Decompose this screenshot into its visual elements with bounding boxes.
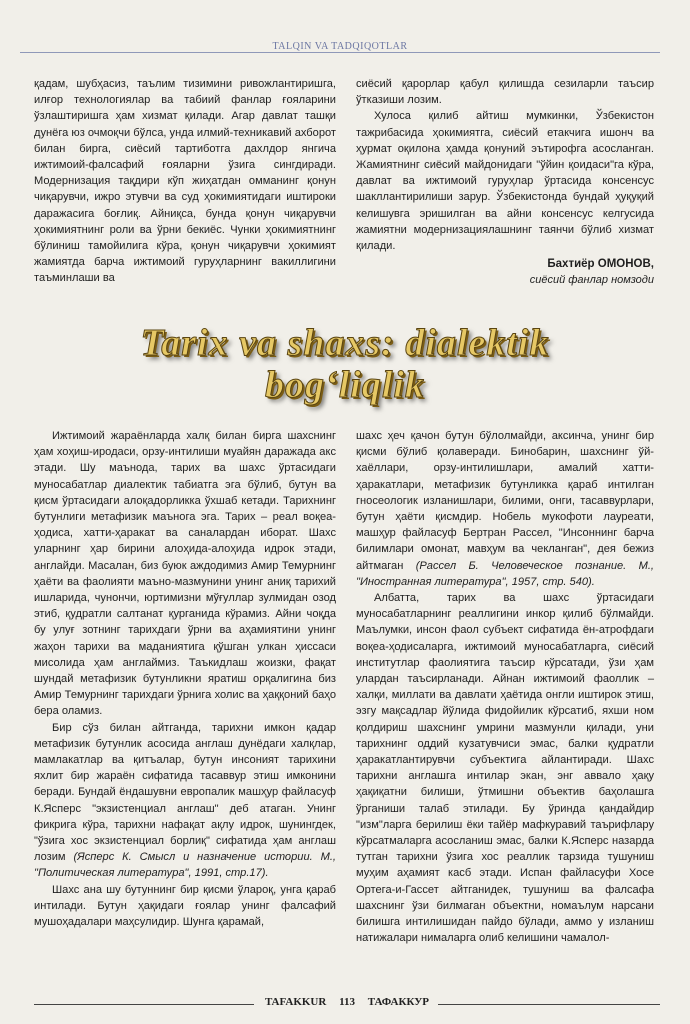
paragraph: қадам, шубҳасиз, таълим тизимини ривожлантиришга, илғор технологиялар ва табиий фанлар ғояларини ўзлаштиришга ҳам хизмат қилади. Агар давлат ташқи дунёга юз очмоқчи бўлса, унда илмий-техникавий ахборот билан бирга, сиёсий тартиботга дахлдор янгича ижтимоий-фалсафий ғояларни ўзига сингдиради. Модернизация тақдири кўп жиҳатдан омманинг қонун чиқарувчи, ижро этувчи ва суд ҳокимиятидаги иштироки даражасига боғлиқ. Айниқса, бунда қонун чиқарувчи ҳокимиятнинг роли ва ўрни бекиёс. Чунки ҳокимиятнинг бўлиниш тамойилига кўра, қонун чиқарувчи ҳокимият жамиятда барча ижтимоий гуруҳларнинг вакиллигини таъминлаши ва <box>34 78 336 285</box>
footer-rule-right <box>438 1004 660 1005</box>
citation: (Ясперс К. Смысл и назначение истории. М., "Политическая литература", 1991, стр.17). <box>34 851 336 880</box>
article-title <box>40 322 650 422</box>
header-rule <box>20 52 660 53</box>
paragraph <box>34 720 336 882</box>
footer-rule-left <box>34 1004 254 1005</box>
title-line-2: bog‘liqlik <box>265 364 425 406</box>
paragraph-text: шахс ҳеч қачон бутун бўлолмайди, аксинча, унинг бир қисми бўлиб қолаверади. Бинобарин, шахснинг ўй-хаёллари, орзу-интилишлари, амалий хатти-ҳаракатлари, метафизик бутунликка қараб интилган гносеологик изланишлари, билими, онги, тасаввурлари, бутун ҳаёти қисмдир. Нобель мукофоти лауреати, машҳур файласуф Бертран Рассел, "Инсоннинг барча билимлари омонат, мавҳум ва чекланган", дея бежиз айтмаган <box>356 430 654 572</box>
author-name: Бахтиёр ОМОНОВ, <box>547 258 654 271</box>
title-line-1: Tarix va shaxs: dialektik <box>140 322 550 364</box>
bottom-left-column <box>34 428 336 930</box>
footer-cyrillic-title: ТАФАККУР <box>367 996 429 1008</box>
running-header <box>20 36 660 62</box>
paragraph: Шахс ана шу бутуннинг бир қисми ўлароқ, унга қараб интилади. Бутун ҳақидаги ғоялар унинг фалсафий мушоҳадалари маҳсулидир. Шунга қарамай, <box>34 883 336 929</box>
author-signature <box>356 256 654 288</box>
page-number: 113 <box>339 996 355 1008</box>
top-left-column <box>34 76 336 287</box>
top-right-column <box>356 76 654 289</box>
footer-center <box>260 996 434 1008</box>
paragraph: Албатта, тарих ва шахс ўртасидаги муносабатларнинг реаллигини инкор қилиб бўлмайди. Маълумки, инсон фаол субъект сифатида ён-атрофдаги воқеа-ҳодисаларга, ижтимоий муносабатларга, сиёсий институтлар фаолиятига таъсир кўрсатади, ўзи ҳам улардан таъсирланади. Айнан ижтимоий фаоллик – халқи, миллати ва давлати ҳаётида онгли иштирок этиш, эзгу мақсадлар йўлида фидойилик кўрсатиб, яхши ном қолдириш шахснинг умрини мазмунли қилади, уни тарихнинг оддий кузатувчиси эмас, балки қудратли ҳаракатлантирувчи субъектига айлантиради. Шахс тарихни англашга интилар экан, энг аввало ҳақу ҳақиқатни билиши, ўтмишни объектив баҳолашга ўрганиши талаб этилади. Бу ўринда қандайдир "изм"ларга берилиш ёки тайёр мафкуравий таърифлару кўрсатмаларга асосланиш эмас, балки К.Ясперс назарда тутган тарихни ўзига хос реаллик тарзида тушуниш муҳим аҳамият касб этади. Испан файласуфи Хосе Ортега-и-Гассет айтганидек, тушуниш ва фалсафа шахснинг ўзи билмаган объектни, номаълум нарсани билишга интилишидан пайдо бўлади, аммо у изланиш натижалари нималарга олиб келишини чамалол- <box>356 592 654 945</box>
paragraph <box>356 428 654 590</box>
author-role: сиёсий фанлар номзоди <box>529 274 654 287</box>
citation: (Рассел Б. Человеческое познание. М., "Иностранная литература", 1957, стр. 540). <box>356 559 654 588</box>
paragraph-text: Бир сўз билан айтганда, тарихни имкон қадар метафизик бутунлик асосида англаш дунёдаги халқлар, мамлакатлар ва қитъалар, бутун инсоният тарихини яхлит бир жараён сифатида тасаввур этиш имконини беради. Бундай ёндашувни европалик машҳур файласуф К.Ясперс "экзистенциал англаш" деб атаган. Унинг фикрига кўра, тарихни нафақат ақлу идрок, шунингдек, "ўзига хос экзистенциал борлиқ" сифатида ҳам англаш лозим <box>34 721 336 864</box>
section-title: TALQIN VA TADQIQOTLAR <box>266 41 413 52</box>
footer-latin-title: TAFAKKUR <box>265 996 327 1008</box>
paragraph: Хулоса қилиб айтиш мумкинки, Ўзбекистон тажрибасида ҳокимиятга, сиёсий етакчига ишонч ва ҳурмат оқилона ҳамда қонуний эътирофга асосланган. Жамиятнинг сиёсий майдонидаги "ўйин қоидаси"га кўра, давлат ва ижтимоий гуруҳлар ўртасида консенсус шакллантирилиши зарур. Ўзбекистонда бундай ҳуқуқий келишувга эришилган ва айни консенсус келгусида жамиятни модернизациялашнинг таянчи бўлиб хизмат қилади. <box>356 110 654 253</box>
paragraph: Ижтимоий жараёнларда халқ билан бирга шахснинг ҳам хоҳиш-иродаси, орзу-интилиши муайян даражада акс этади. Шу маънода, тарих ва шахс ўртасидаги муносабатлар диалектик табиатга эга бўлиб, бутун ва қисм ўртасидаги алоқадорликка ўхшаб кетади. Тарихнинг бутунлиги метафизик маънога эга. Тарих – реал воқеа-ҳодиса, хатти-ҳаракат ва саналардан иборат. Шахс уларнинг ҳар бирини алоҳида-алоҳида идрок этади, англайди. Масалан, биз буюк аждодимиз Амир Темурнинг ҳаёти ва фаолияти маъно-мазмунини унинг аниқ тарихий ишларида, чунончи, юртимизни мўғуллар зулмидан озод этиб, қудратли салтанат қурганида кўрамиз. Айни чоқда бу улуғ зотнинг тарихдаги ўрни ва аҳамиятини унинг жаҳон тарихи ва маданиятига қўшган улкан ҳиссаси мисолида ҳам англаймиз. Таъкидлаш жоизки, фақат шундай метафизик бутунликни яратиш орқалигина биз Амир Темурнинг тарихдаги ўрнига холис ва ҳаққоний баҳо бера оламиз. <box>34 430 336 718</box>
paragraph: сиёсий қарорлар қабул қилишда сезиларли таъсир ўтказиши лозим. <box>356 78 654 107</box>
bottom-right-column <box>356 428 654 947</box>
page-footer <box>34 995 660 1013</box>
